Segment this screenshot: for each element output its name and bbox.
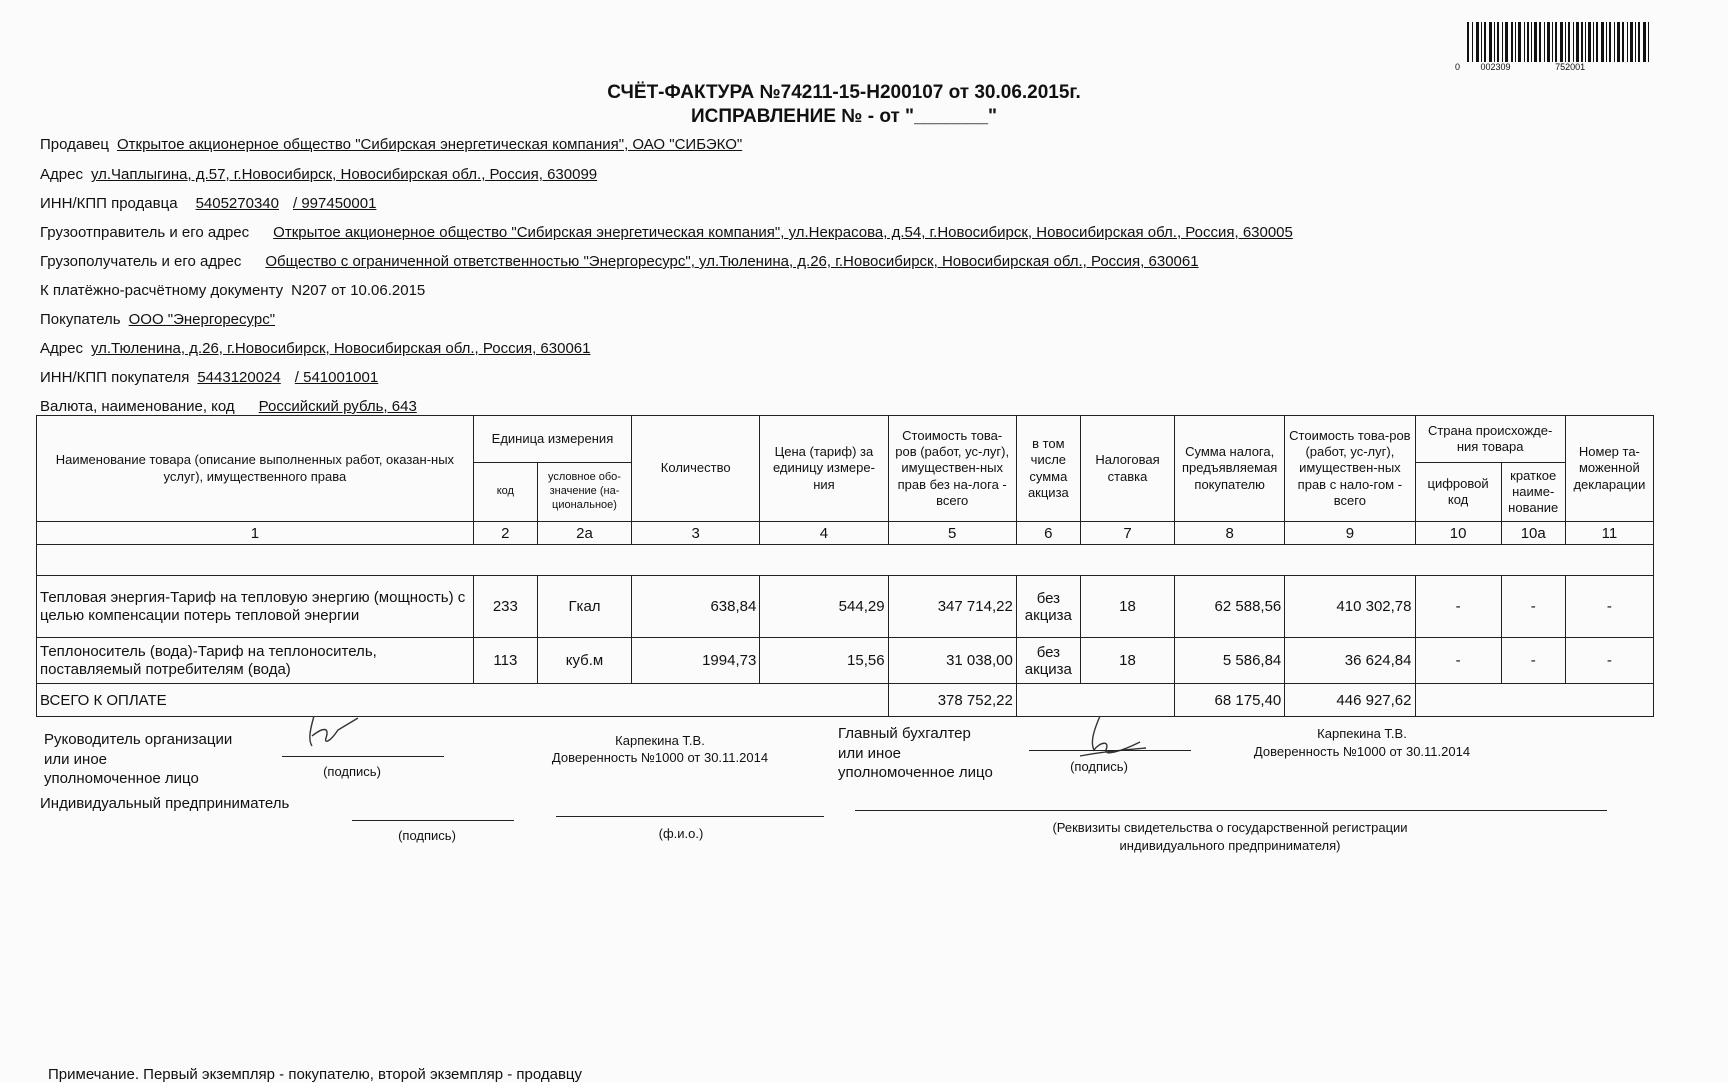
header-row-1 — [37, 416, 1654, 463]
spacer-row — [37, 545, 1654, 576]
total-label: ВСЕГО К ОПЛАТЕ — [37, 684, 889, 717]
seller-address-label: Адрес — [40, 166, 83, 183]
row-unit-code: 233 — [473, 576, 537, 638]
total-empty-right — [1415, 684, 1654, 717]
buyer-value: ООО "Энергоресурс" — [128, 311, 276, 328]
currency-value: Российский рубль, 643 — [258, 398, 417, 415]
ip-sign-line — [352, 820, 514, 821]
row-unit-code: 113 — [473, 638, 537, 684]
header-tax-rate: Налоговая ставка — [1080, 416, 1174, 522]
column-number: 7 — [1080, 522, 1174, 545]
ip-sign-caption: (подпись) — [398, 828, 456, 843]
row-tax: 5 586,84 — [1175, 638, 1285, 684]
total-row — [37, 684, 1654, 717]
buyer-address-row — [40, 340, 590, 357]
column-number: 10а — [1501, 522, 1565, 545]
ip-reg-caption-1: (Реквизиты свидетельства о государственной регистрации — [1052, 820, 1408, 835]
head-sign-line — [282, 756, 444, 757]
column-number: 8 — [1175, 522, 1285, 545]
head-name: Карпекина Т.В. — [615, 733, 705, 748]
column-number: 9 — [1285, 522, 1415, 545]
header-excise: в том числе сумма акциза — [1016, 416, 1080, 522]
table-row — [37, 638, 1654, 684]
column-number: 6 — [1016, 522, 1080, 545]
buyer-inn-row — [40, 369, 378, 386]
row-unit-name: Гкал — [537, 576, 631, 638]
accountant-name: Карпекина Т.В. — [1317, 726, 1407, 741]
row-total: 36 624,84 — [1285, 638, 1415, 684]
accountant-signature — [1070, 712, 1160, 762]
consignee-label: Грузополучатель и его адрес — [40, 253, 242, 270]
payment-doc-label: К платёжно-расчётному документу — [40, 282, 284, 299]
barcode — [1467, 22, 1657, 66]
consignee-value: Общество с ограниченной ответственностью "Энергоресурс", ул.Тюленина, д.26, г.Новосибирск, Новосибирская обл., Россия, 630061 — [265, 253, 1199, 270]
head-proxy: Доверенность №1000 от 30.11.2014 — [551, 750, 769, 765]
buyer-label: Покупатель — [40, 311, 121, 328]
barcode-numbers — [1455, 62, 1603, 72]
row-tax: 62 588,56 — [1175, 576, 1285, 638]
ip-label: Индивидуальный предприниматель — [40, 795, 290, 812]
header-cost-with-tax: Стоимость това-ров (работ, ус-луг), имуществен-ных прав с нало-гом - всего — [1285, 416, 1415, 522]
consignee-row — [40, 253, 1199, 270]
seller-inn-row — [40, 195, 376, 212]
row-country-name: - — [1501, 576, 1565, 638]
payment-doc-row — [40, 282, 425, 299]
row-qty: 1994,73 — [632, 638, 760, 684]
shipper-label: Грузоотправитель и его адрес — [40, 224, 250, 241]
row-qty: 638,84 — [632, 576, 760, 638]
header-qty: Количество — [632, 416, 760, 522]
shipper-value: Открытое акционерное общество "Сибирская энергетическая компания", ул.Некрасова, д.54, г.Новосибирск, Новосибирская обл., Россия, 630005 — [273, 224, 1293, 241]
invoice-title: СЧЁТ-ФАКТУРА №74211-15-Н200107 от 30.06.2015г. — [607, 82, 1081, 103]
seller-address-row — [40, 166, 597, 183]
total-tax: 68 175,40 — [1175, 684, 1285, 717]
header-declaration: Номер та-моженной декларации — [1565, 416, 1653, 522]
accountant-label-line-1: Главный бухгалтер — [838, 725, 971, 742]
header-price: Цена (тариф) за единицу измере-ния — [760, 416, 888, 522]
shipper-row — [40, 224, 1293, 241]
currency-label: Валюта, наименование, код — [40, 398, 235, 415]
row-price: 544,29 — [760, 576, 888, 638]
header-country-code: цифровой код — [1415, 463, 1501, 522]
row-excise: без акциза — [1016, 638, 1080, 684]
head-signature — [300, 710, 380, 754]
payment-doc-value: N207 от 10.06.2015 — [291, 282, 426, 299]
accountant-sign-caption: (подпись) — [1070, 759, 1128, 774]
buyer-row — [40, 311, 275, 328]
head-label-line-1: Руководитель организации — [44, 731, 233, 748]
buyer-kpp-value: / 541001001 — [294, 369, 379, 386]
buyer-address-value: ул.Тюленина, д.26, г.Новосибирск, Новосибирская обл., Россия, 630061 — [90, 340, 591, 357]
column-number: 11 — [1565, 522, 1653, 545]
head-sign-caption: (подпись) — [323, 764, 381, 779]
row-declaration: - — [1565, 638, 1653, 684]
row-name: Теплоноситель (вода)-Тариф на теплоноситель, поставляемый потребителям (вода) — [37, 638, 474, 684]
column-number: 1 — [37, 522, 474, 545]
currency-row — [40, 398, 417, 415]
buyer-address-label: Адрес — [40, 340, 83, 357]
footer-note: Примечание. Первый экземпляр - покупателю, второй экземпляр - продавцу — [48, 1066, 583, 1083]
row-unit-name: куб.м — [537, 638, 631, 684]
seller-inn-value: 5405270340 — [195, 195, 279, 212]
row-rate: 18 — [1080, 638, 1174, 684]
row-country-name: - — [1501, 638, 1565, 684]
accountant-label-line-2: или иное — [838, 744, 902, 762]
row-cost: 347 714,22 — [888, 576, 1016, 638]
barcode-number-2: 752001 — [1555, 62, 1586, 72]
head-label — [44, 730, 232, 789]
column-number: 2а — [537, 522, 631, 545]
row-country-code: - — [1415, 576, 1501, 638]
buyer-inn-value: 5443120024 — [197, 369, 281, 386]
column-number: 10 — [1415, 522, 1501, 545]
accountant-proxy: Доверенность №1000 от 30.11.2014 — [1253, 744, 1471, 759]
table-row — [37, 576, 1654, 638]
head-label-line-3: уполномоченное лицо — [44, 770, 199, 787]
seller-address-value: ул.Чаплыгина, д.57, г.Новосибирск, Новосибирская обл., Россия, 630099 — [90, 166, 598, 183]
seller-label: Продавец — [40, 136, 109, 153]
header-tax-sum: Сумма налога, предъявляемая покупателю — [1175, 416, 1285, 522]
column-number: 5 — [888, 522, 1016, 545]
row-price: 15,56 — [760, 638, 888, 684]
column-number: 3 — [632, 522, 760, 545]
seller-row — [40, 136, 742, 153]
buyer-inn-label: ИНН/КПП покупателя — [40, 369, 190, 386]
row-cost: 31 038,00 — [888, 638, 1016, 684]
ip-fio-caption: (ф.и.о.) — [658, 826, 704, 841]
column-numbers-row — [37, 522, 1654, 545]
ip-reg-caption-2: индивидуального предпринимателя) — [1119, 838, 1341, 853]
row-total: 410 302,78 — [1285, 576, 1415, 638]
correction-title: ИСПРАВЛЕНИЕ № - от "_______" — [690, 106, 998, 127]
accountant-sign-line — [1029, 750, 1191, 751]
row-declaration: - — [1565, 576, 1653, 638]
row-rate: 18 — [1080, 576, 1174, 638]
header-name: Наименование товара (описание выполненных работ, оказан-ных услуг), имущественного права — [37, 416, 474, 522]
seller-kpp-value: / 997450001 — [293, 195, 377, 212]
row-name: Тепловая энергия-Тариф на тепловую энергию (мощность) с целью компенсации потерь тепловой энергии — [37, 576, 474, 638]
header-unit-name: условное обо-значение (на-циональное) — [537, 463, 631, 522]
invoice-table — [36, 415, 1654, 717]
header-country-name: краткое наиме-нование — [1501, 463, 1565, 522]
column-number: 4 — [760, 522, 888, 545]
ip-fio-line — [556, 816, 824, 817]
header-unit-code: код — [473, 463, 537, 522]
accountant-label-line-3: уполномоченное лицо — [838, 764, 993, 781]
row-country-code: - — [1415, 638, 1501, 684]
barcode-number-0: 0 — [1455, 62, 1461, 72]
accountant-label — [838, 724, 993, 783]
seller-inn-label: ИНН/КПП продавца — [40, 195, 178, 212]
column-number: 2 — [473, 522, 537, 545]
spacer-cell — [37, 545, 1654, 576]
head-label-line-2: или иное — [44, 750, 108, 768]
seller-value: Открытое акционерное общество "Сибирская энергетическая компания", ОАО "СИБЭКО" — [116, 136, 743, 153]
header-cost-no-tax: Стоимость това-ров (работ, ус-луг), имуществен-ных прав без на-лога - всего — [888, 416, 1016, 522]
header-unit: Единица измерения — [473, 416, 631, 463]
ip-reg-line — [855, 810, 1607, 811]
header-country: Страна происхожде-ния товара — [1415, 416, 1565, 463]
barcode-number-1: 002309 — [1480, 62, 1511, 72]
total-sum: 446 927,62 — [1285, 684, 1415, 717]
row-excise: без акциза — [1016, 576, 1080, 638]
total-cost: 378 752,22 — [888, 684, 1016, 717]
